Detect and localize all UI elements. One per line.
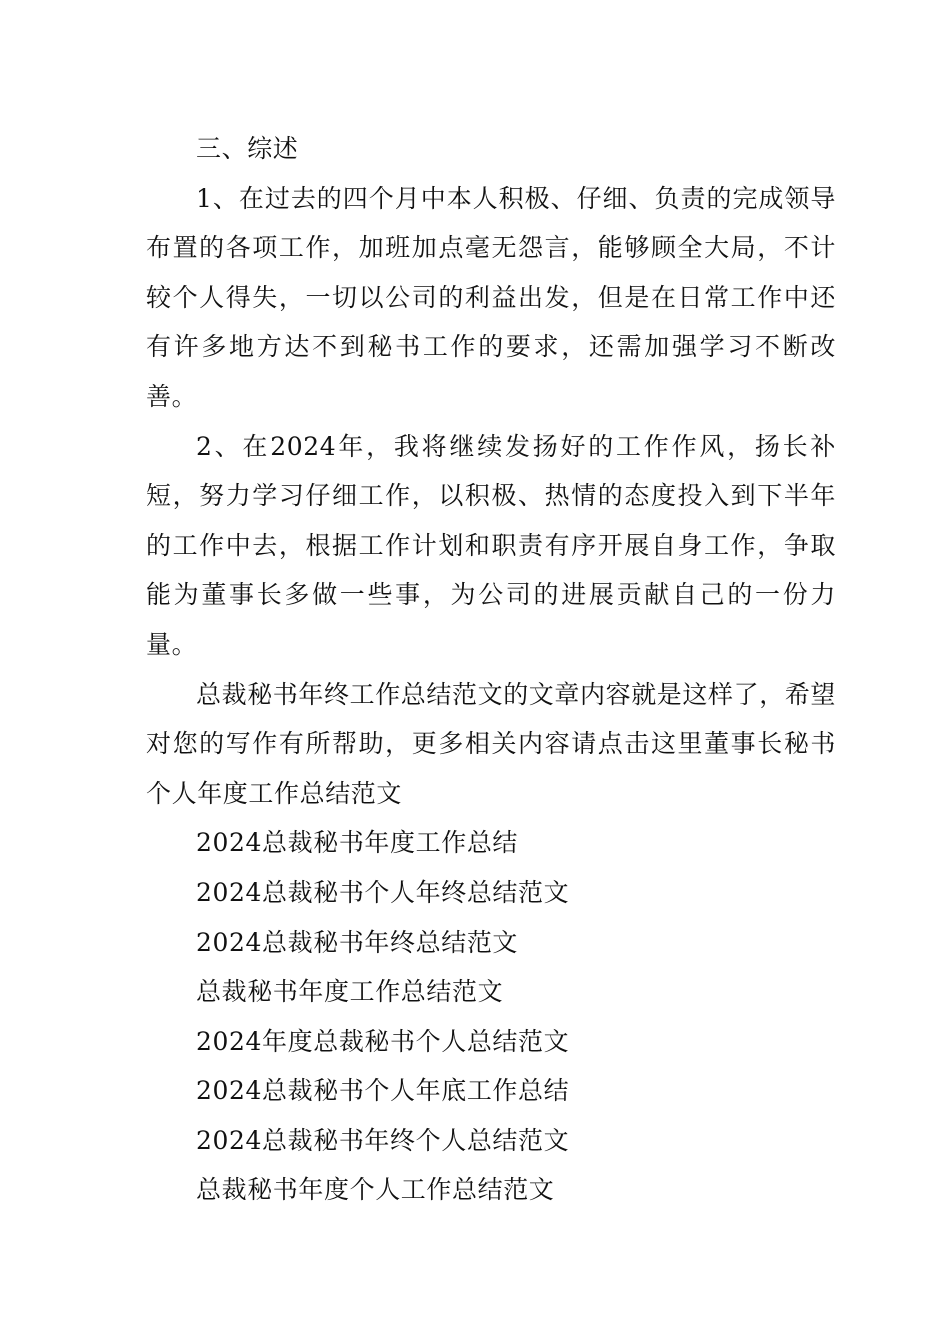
paragraph-summary-2: 2、在2024年，我将继续发扬好的工作作风，扬长补短，努力学习仔细工作，以积极、热情的态度投入到下半年的工作中去，根据工作计划和职责有序开展自身工作，争取能为董事长多做一些事，为公司的进展贡献自己的一份力量。 xyxy=(146,431,836,659)
list-item xyxy=(146,967,836,1017)
section-heading: 三、综述 xyxy=(196,134,299,163)
related-link[interactable]: 总裁秘书年度个人工作总结范文 xyxy=(196,1175,555,1205)
list-item xyxy=(146,1066,836,1116)
paragraph-summary-1: 1、在过去的四个月中本人积极、仔细、负责的完成领导布置的各项工作，加班加点毫无怨言，能够顾全大局，不计较个人得失，一切以公司的利益出发，但是在日常工作中还有许多地方达不到秘书工作的要求，还需加强学习不断改善。 xyxy=(146,183,836,411)
document-body xyxy=(146,124,836,1215)
related-link[interactable]: 2024总裁秘书个人年底工作总结 xyxy=(196,1076,570,1106)
list-item xyxy=(146,868,836,918)
paragraph-closing: 总裁秘书年终工作总结范文的文章内容就是这样了，希望对您的写作有所帮助，更多相关内容请点击这里董事长秘书个人年度工作总结范文 xyxy=(146,679,837,808)
related-link[interactable]: 2024总裁秘书个人年终总结范文 xyxy=(196,877,570,907)
related-link[interactable]: 总裁秘书年度工作总结范文 xyxy=(196,977,504,1007)
related-articles-list xyxy=(146,818,836,1215)
list-item xyxy=(146,818,836,868)
related-link[interactable]: 2024总裁秘书年终个人总结范文 xyxy=(196,1125,570,1155)
related-link[interactable]: 2024年度总裁秘书个人总结范文 xyxy=(196,1026,570,1056)
list-item xyxy=(146,1017,836,1067)
list-item xyxy=(146,918,836,968)
list-item xyxy=(146,1165,836,1215)
related-link[interactable]: 2024总裁秘书年终总结范文 xyxy=(196,927,519,957)
related-link[interactable]: 2024总裁秘书年度工作总结 xyxy=(196,828,519,858)
list-item xyxy=(146,1116,836,1166)
